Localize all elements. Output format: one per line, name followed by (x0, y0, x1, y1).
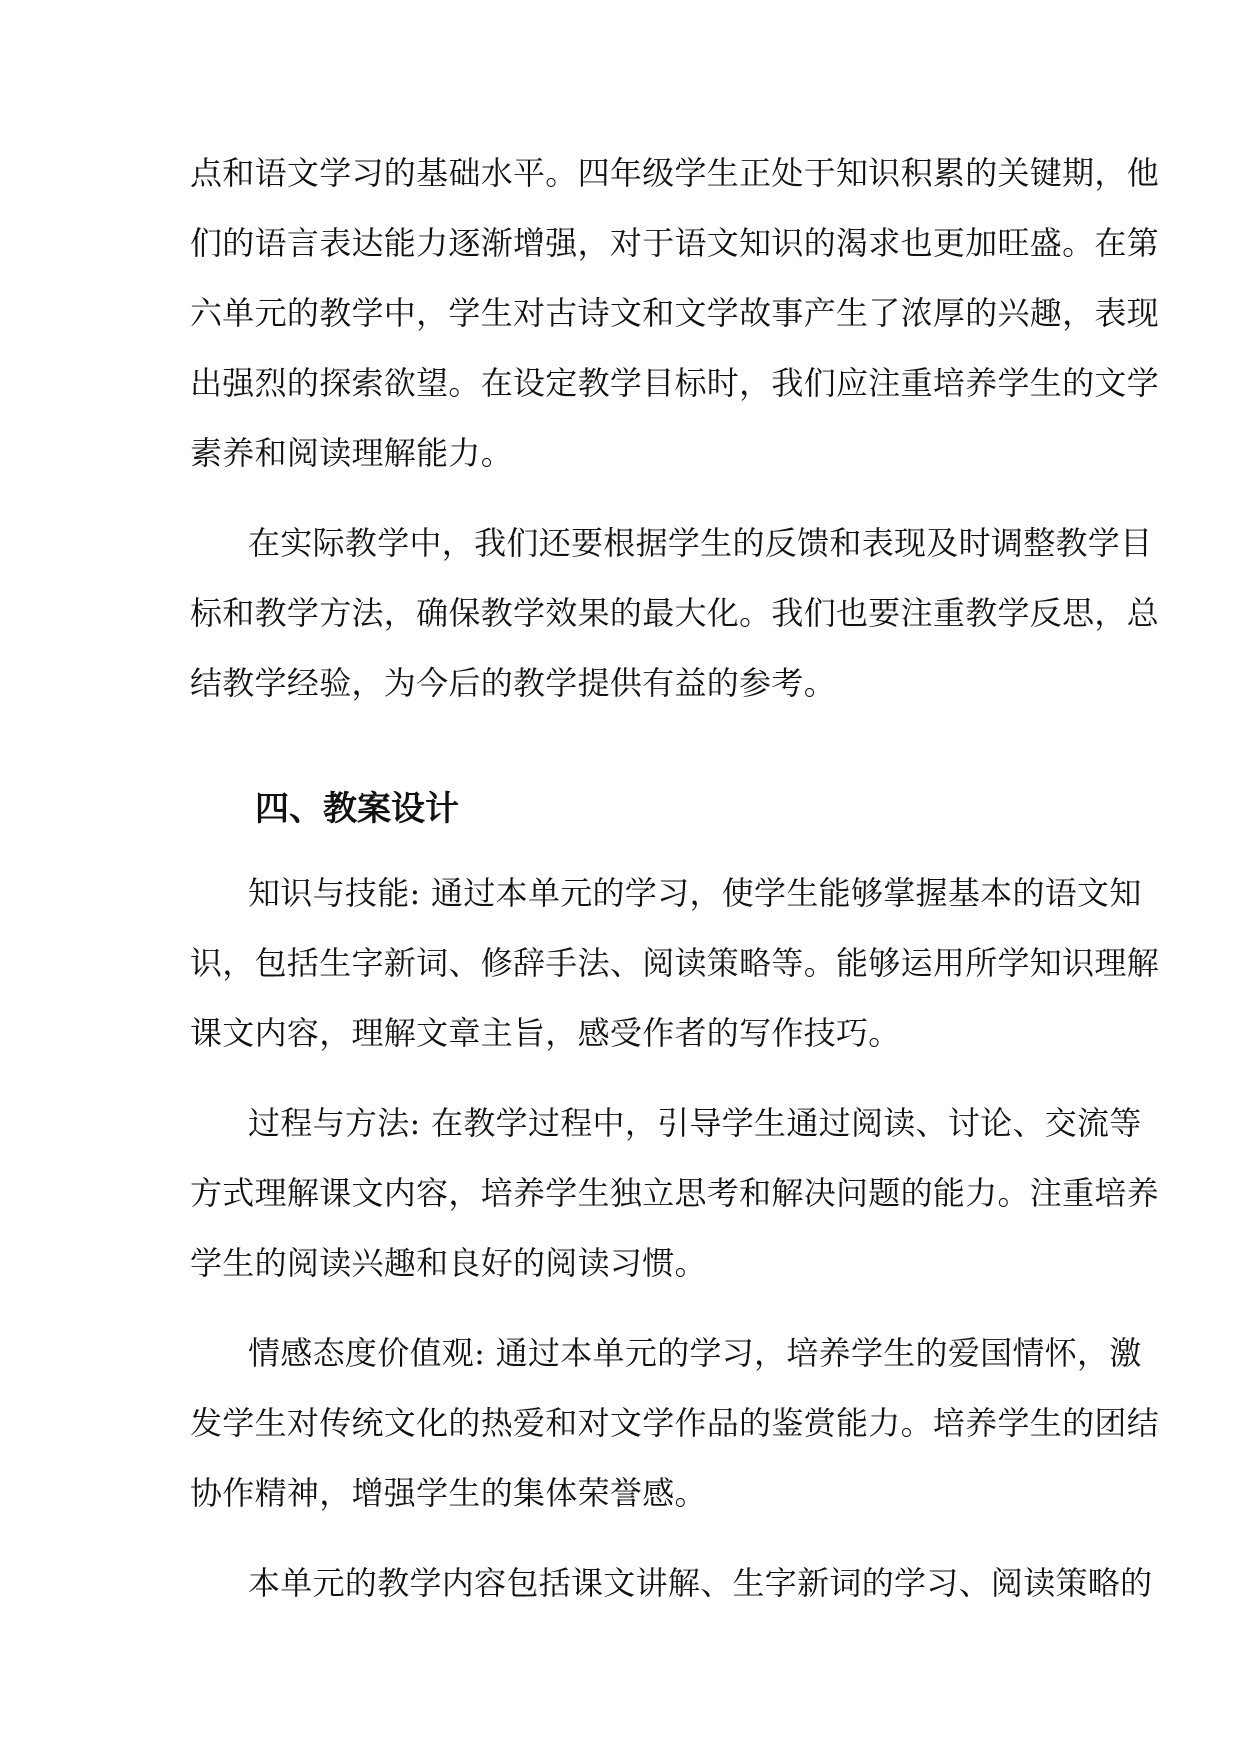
paragraph-1-line-4: 出强烈的探索欲望。在设定教学目标时，我们应注重培养学生的文学 (190, 364, 1160, 402)
paragraph-2-line-1: 在实际教学中，我们还要根据学生的反馈和表现及时调整教学目 (248, 524, 1153, 562)
process-method-line-1: 过程与方法: 在教学过程中，引导学生通过阅读、讨论、交流等 (248, 1104, 1142, 1142)
paragraph-1-line-5: 素养和阅读理解能力。 (190, 434, 514, 472)
paragraph-1-line-2: 们的语言表达能力逐渐增强，对于语文知识的渴求也更加旺盛。在第 (190, 224, 1160, 262)
teaching-content-line-1: 本单元的教学内容包括课文讲解、生字新词的学习、阅读策略的 (248, 1564, 1153, 1602)
paragraph-1-line-3: 六单元的教学中，学生对古诗文和文学故事产生了浓厚的兴趣，表现 (190, 294, 1160, 332)
values-line-2: 发学生对传统文化的热爱和对文学作品的鉴赏能力。培养学生的团结 (190, 1404, 1160, 1442)
paragraph-2-line-3: 结教学经验，为今后的教学提供有益的参考。 (190, 664, 837, 702)
knowledge-skills-line-2: 识，包括生字新词、修辞手法、阅读策略等。能够运用所学知识理解 (190, 944, 1160, 982)
values-line-3: 协作精神，增强学生的集体荣誉感。 (190, 1474, 707, 1512)
section-heading: 四、教案设计 (255, 789, 459, 829)
paragraph-2-line-2: 标和教学方法，确保教学效果的最大化。我们也要注重教学反思，总 (190, 594, 1160, 632)
knowledge-skills-line-1: 知识与技能: 通过本单元的学习，使学生能够掌握基本的语文知 (248, 874, 1142, 912)
process-method-line-2: 方式理解课文内容，培养学生独立思考和解决问题的能力。注重培养 (190, 1174, 1160, 1212)
knowledge-skills-line-3: 课文内容，理解文章主旨，感受作者的写作技巧。 (190, 1014, 901, 1052)
process-method-line-3: 学生的阅读兴趣和良好的阅读习惯。 (190, 1244, 707, 1282)
paragraph-1-line-1: 点和语文学习的基础水平。四年级学生正处于知识积累的关键期，他 (190, 154, 1160, 192)
values-line-1: 情感态度价值观: 通过本单元的学习，培养学生的爱国情怀，激 (248, 1334, 1142, 1372)
